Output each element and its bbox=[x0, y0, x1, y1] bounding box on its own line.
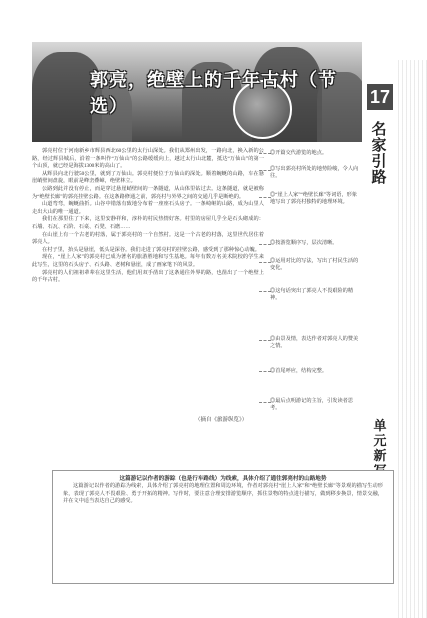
side-unit-char: 元 bbox=[373, 433, 387, 448]
article-paragraph: 我们在那里住了下来，这里安静祥和，淳朴的村民热情好客。村里的房屋几乎全是石头砌成的：石墙、石瓦、石阶、石桌、石凳、石磨…… bbox=[32, 216, 264, 230]
margin-note: ◎按游览顺序写，层次清晰。 bbox=[270, 240, 338, 246]
article-paragraph: 在村子里，抬头是悬崖，低头是深谷。我们走进了郭亮村的挂壁公路，感受到了那种惊心动魄。 bbox=[42, 246, 260, 253]
unit-number-badge: 17 bbox=[367, 84, 393, 110]
commentary-box bbox=[52, 470, 394, 584]
side-unit-char: 新 bbox=[373, 448, 387, 463]
right-decorative-strip bbox=[395, 60, 427, 618]
side-label-char: 家 bbox=[371, 138, 387, 154]
article-paragraph: 现在，“崖上人家”的郭亮村已成为著名的旅游胜地和写生基地。每年有数万名美术院校的学生来此写生，这里的石头房子、石头路、老树和悬崖，成了画家笔下的风景。 bbox=[32, 254, 264, 268]
side-label-char: 引 bbox=[371, 154, 387, 170]
commentary-text: 这篇游记以作者的游踪为线索，具体介绍了郭亮村的地理位置和周边环境，作者对郭亮村“崖上人家”和“绝壁长廊”等景观的描写生动形象，表现了郭亮人不畏艰险、勇于开拓的精神。写作时，要注意合理安排游览顺序，抓住景物的特点进行描写，做到移步换景，情景交融，并在文中适当表达自己的感受。 bbox=[63, 483, 383, 505]
side-label-char: 名 bbox=[371, 122, 387, 138]
margin-note: ◎首尾呼应，结构完整。 bbox=[270, 368, 328, 374]
article-paragraph: 郭亮村的人们祖祖辈辈在这里生活，他们用双手凿出了这条通往外界的路，也凿出了一个绝壁上的千年古村。 bbox=[32, 269, 264, 284]
margin-note: ◎“崖上人家”“绝壁长廊”等词语，形象地写出了郭亮村独特的地理环境。 bbox=[270, 192, 358, 206]
side-label bbox=[368, 122, 390, 186]
margin-note: ◎写出郭亮村所处的地势险峻，令人向往。 bbox=[270, 166, 359, 180]
article-paragraph: 在山崖上有一个古老的村落，属于郭亮村的一个自然村。这是一个古老的村落，这里世代居住着郭亮人。 bbox=[32, 231, 264, 246]
margin-note: ◎最后点明游记的主旨，引发读者思考。 bbox=[270, 398, 354, 412]
article-source: （摘自《旅游纵览》） bbox=[195, 417, 248, 423]
side-unit-char: 单 bbox=[373, 418, 387, 433]
side-label-char: 路 bbox=[371, 170, 387, 186]
article-paragraph: 山道弯弯，蜿蜒曲折。山谷中错落有致地分布着一座座石头房子。一条崎岖的山路，成为山里人走出大山的唯一通道。 bbox=[32, 201, 264, 215]
article-body bbox=[32, 148, 264, 285]
article-paragraph: 郭亮村位于河南新乡市辉县西北60公里的太行山深处。我们从郑州出发，一路向北，换入新的公路，经过辉县城后，沿着一条叫作“万仙山”的公路缓缓向上，越过太行山北麓，抵达“万仙山”的第一个山顶，就已经是海拔1300米的高山了。 bbox=[32, 148, 264, 170]
margin-note: ◎由景及情，表达作者对郭亮人的赞美之情。 bbox=[270, 336, 359, 350]
margin-note: ◎运用对比的写法，写出了村民生活的变化。 bbox=[270, 258, 359, 272]
margin-note: ◎这句话突出了郭亮人不畏艰险的精神。 bbox=[270, 288, 354, 302]
article-paragraph: 公路到此并没有停止，而是穿过悬崖峭壁间的一条隧道，从山体里钻过去。这条隧道，就是被称为“绝壁长廊”的郭亮挂壁公路。在这条路修通之前，郭亮村与外界之间的交通几乎是断绝的。 bbox=[32, 185, 264, 200]
title-banner bbox=[32, 42, 362, 142]
article-paragraph: 从辉县向北行驶50公里，就到了万仙山。郭亮村便位于万仙山的深处。顺着蜿蜒的山路，车在悬崖峭壁间盘旋，眼前是峰峦叠嶂，绝壁林立。 bbox=[32, 170, 264, 185]
commentary-heading: 这篇游记以作者的游踪（也是行车路线）为线索，具体介绍了通往郭亮村的山路地势 bbox=[116, 476, 331, 482]
margin-note: ◎开篇交代游览的地点。 bbox=[270, 150, 328, 156]
page-title: 郭亮，绝壁上的千年古村（节选） bbox=[90, 70, 337, 116]
